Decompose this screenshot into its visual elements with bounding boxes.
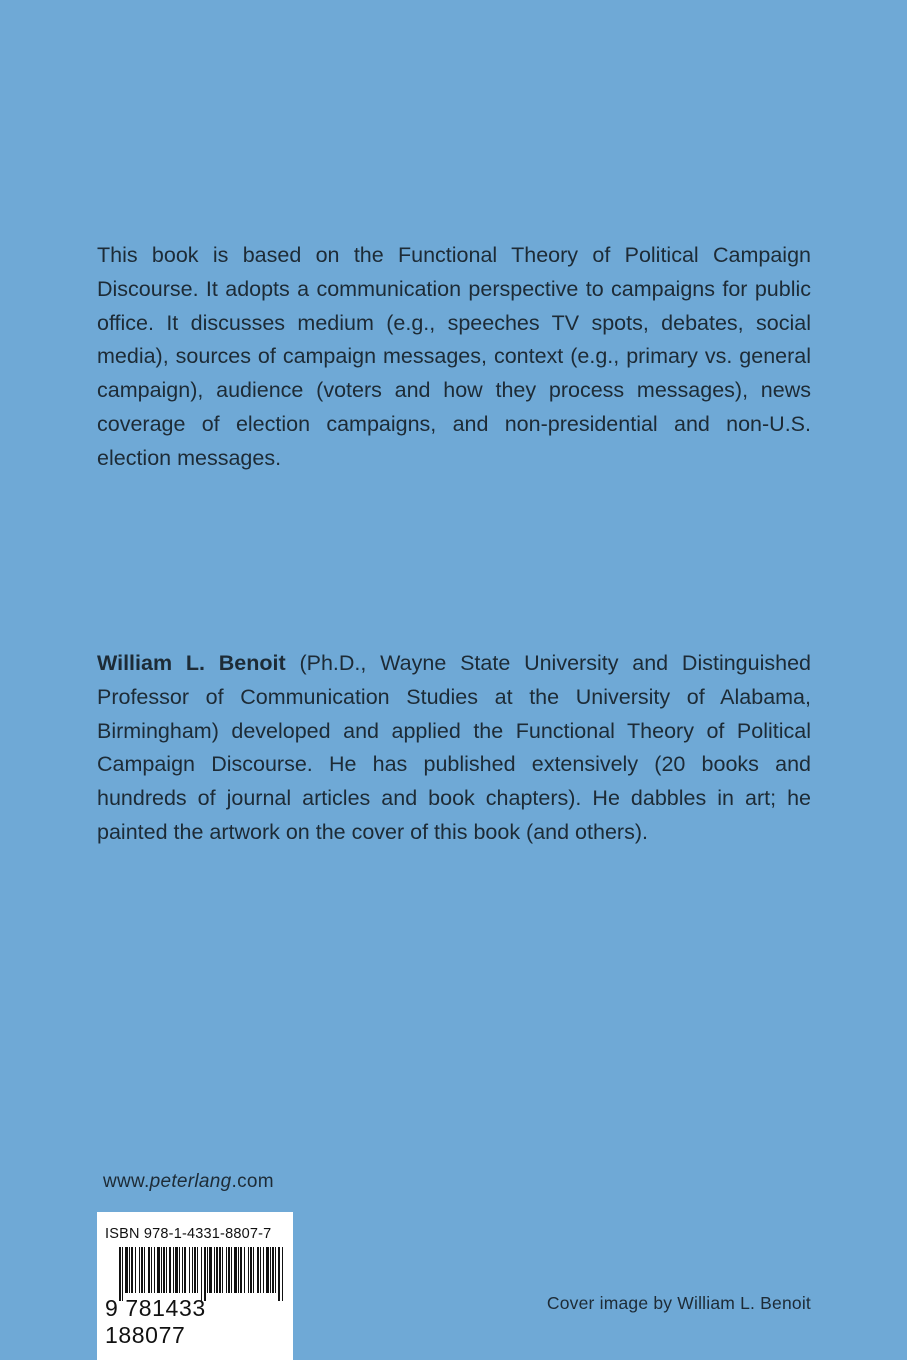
cover-credit: Cover image by William L. Benoit: [546, 1293, 811, 1313]
author-name: William L. Benoit: [97, 651, 286, 675]
website-suffix: .com: [231, 1171, 274, 1192]
publisher-website[interactable]: [103, 1171, 274, 1193]
barcode-digits: 9 781433 188077: [105, 1295, 206, 1348]
website-name: peterlang: [149, 1171, 232, 1192]
author-bio: [97, 647, 811, 850]
isbn-label: ISBN 978-1-4331-8807-7: [105, 1226, 272, 1242]
isbn-barcode: [97, 1212, 293, 1360]
book-description: This book is based on the Functional Theory of Political Campaign Discourse. It adopts a communication perspective to campaigns for public office. It discusses medium (e.g., speeches TV spots, debates, social media), sources of campaign messages, context (e.g., primary vs. general campaign), audience (voters and how they process messages), news coverage of election campaigns, and non-presidential and non-U.S. election messages.: [97, 243, 811, 470]
website-prefix: www.: [103, 1171, 150, 1192]
author-bio-text: (Ph.D., Wayne State University and Distinguished Professor of Communication Studies at the University of Alabama, Birmingham) developed and applied the Functional Theory of Political Campaign Discourse. He has published extensively (20 books and hundreds of journal articles and book chapters). He dabbles in art; he painted the artwork on the cover of this book (and others).: [97, 651, 811, 844]
